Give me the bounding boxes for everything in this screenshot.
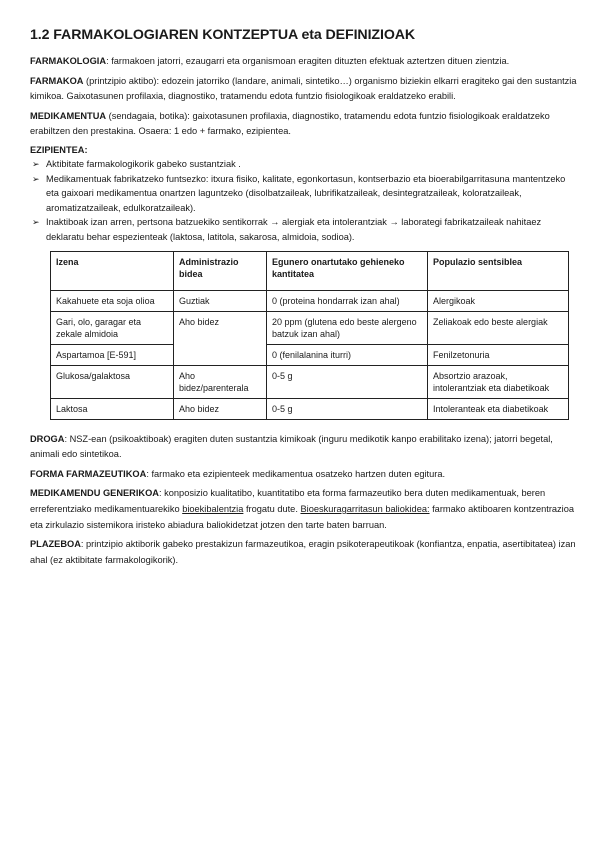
- table-cell: Aspartamoa [E-591]: [51, 344, 174, 365]
- heading-text: EZIPIENTEA: [30, 144, 85, 155]
- definition-medikamendu-generikoa: [30, 486, 578, 533]
- excipient-bullet-list: [30, 157, 578, 245]
- table-cell: Intoleranteak eta diabetikoak: [428, 398, 569, 419]
- table-cell: Absortzio arazoak, intolerantziak eta diabetikoak: [428, 365, 569, 398]
- list-item: [30, 215, 578, 244]
- table-cell: 20 ppm (glutena edo beste alergeno batzuk izan ahal): [267, 311, 428, 344]
- table-cell: Guztiak: [174, 290, 267, 311]
- definition-text: farmako aktiboaren kontzentrazioa eta zirkulazio sistemikora iristeko abiadura baliokidetzat jotzen den tarte baten barruan.: [30, 503, 575, 530]
- term: MEDIKAMENDU GENERIKOA: [30, 488, 159, 499]
- page-title: 1.2 FARMAKOLOGIAREN KONTZEPTUA eta DEFINIZIOAK: [30, 27, 416, 43]
- list-item: [30, 157, 578, 172]
- definition-text: : konposizio kualitatibo, kuantitatibo eta forma farmazeutiko bera duten medikamentuak, beren erreferentziako medikamentuarekiko: [30, 488, 546, 514]
- table-cell: Laktosa: [51, 398, 174, 419]
- underlined-term: bioekibalentzia: [182, 503, 244, 514]
- table-cell: 0 (proteina hondarrak izan ahal): [267, 290, 428, 311]
- list-item: [30, 172, 578, 216]
- definition-farmakoa: [30, 74, 578, 105]
- definition-forma-farmazeutikoa: [30, 467, 578, 483]
- table-row: [51, 311, 569, 344]
- table-cell: Aho bidez: [174, 311, 267, 365]
- table-cell: Fenilzetonuria: [428, 344, 569, 365]
- definitions-after-table: [30, 432, 578, 569]
- document-page: [30, 27, 578, 572]
- definition-text: : printzipio aktiborik gabeko prestakizun farmazeutikoa, eragin psikoterapeutikoak (konfiantza, enpatia, asertibitatea) izan ahal (ez aktibitate farmakologikorik).: [30, 539, 576, 565]
- table-row: [51, 398, 569, 419]
- term: FARMAKOA: [30, 75, 84, 86]
- definition-farmakologia: [30, 54, 578, 70]
- definition-text: : farmakoen jatorri, ezaugarri eta organismoan eragiten dituzten efektuak aztertzen dituen zientzia.: [106, 56, 510, 66]
- table-cell: Gari, olo, garagar eta zekale almidoia: [51, 311, 174, 344]
- definition-text: frogatu dute.: [243, 503, 301, 514]
- list-item-text: Medikamentuak fabrikatzeko funtsezko: itxura fisiko, kalitate, egonkortasun, kontserbazio eta bioerabilgarritasuna mantentzeko eta gaixoari medikamentua onartzen laguntzeko (disolbatzaileak, lubrifikatzaileak, desintegratzaileak, koloratzaileak, aromatizatzaileak, edulkoratzaileak).: [46, 173, 566, 213]
- table-cell: 0-5 g: [267, 365, 428, 398]
- table-cell: 0-5 g: [267, 398, 428, 419]
- table-cell: Alergikoak: [428, 290, 569, 311]
- term: MEDIKAMENTUA: [30, 110, 107, 121]
- column-header: Populazio sentsiblea: [428, 251, 569, 290]
- definition-plazeboa: [30, 537, 578, 568]
- arrow-bullet-icon: ➢: [32, 173, 40, 184]
- term: FARMAKOLOGIA: [30, 56, 107, 66]
- term: DROGA: [30, 433, 65, 444]
- list-item-text: Inaktiboak izan arren, pertsona batzuekiko sentikorrak → alergiak eta intolerantziak → laborategi fabrikatzaileak nahitaez deklaratu behar espezienteak (laktosa, latitola, sakarosa, almidoia, sodioa).: [46, 217, 542, 242]
- underlined-term: Bioeskuragarritasun baliokidea:: [300, 503, 430, 514]
- table-cell: Zeliakoak edo beste alergiak: [428, 311, 569, 344]
- table-cell: Glukosa/galaktosa: [51, 365, 174, 398]
- heading-suffix: :: [84, 144, 88, 155]
- list-item-text: Aktibitate farmakologikorik gabeko sustantziak .: [46, 158, 241, 169]
- arrow-bullet-icon: ➢: [32, 217, 40, 228]
- table-row: [51, 365, 569, 398]
- table-row: [51, 344, 569, 365]
- column-header: Egunero onartutako gehieneko kantitatea: [267, 251, 428, 290]
- term: PLAZEBOA: [30, 539, 81, 550]
- term: FORMA FARMAZEUTIKOA: [30, 468, 147, 479]
- table-cell: Kakahuete eta soja olioa: [51, 290, 174, 311]
- column-header: Izena: [51, 251, 174, 290]
- table-cell: Aho bidez: [174, 398, 267, 419]
- arrow-bullet-icon: ➢: [32, 158, 40, 169]
- definition-droga: [30, 432, 578, 463]
- definition-text: : NSZ-ean (psikoaktiboak) eragiten duten sustantzia kimikoak (inguru medikotik kanpo erabilitako izena); jatorri begetal, animali edo sintetikoa.: [30, 433, 553, 460]
- table-cell: 0 (fenilalanina iturri): [267, 344, 428, 365]
- table-row: [51, 290, 569, 311]
- column-header: Administrazio bidea: [174, 251, 267, 290]
- definition-text: (printzipio aktibo): edozein jatorriko (landare, animali, sintetiko…) organismo biziekin elkarri eragiteko gai den sustantzia kimikoa. Gaixotasunen profilaxia, diagnostiko, tratamendu edota funtzio fisiologikoak eraldatzeko erabili.: [30, 75, 577, 102]
- table-header-row: [51, 251, 569, 290]
- definition-medikamentua: [30, 109, 578, 140]
- table-cell: Aho bidez/parenterala: [174, 365, 267, 398]
- section-heading-ezipientea: [30, 144, 578, 157]
- definition-text: (sendagaia, botika): gaixotasunen profilaxia, diagnostiko, tratamendu edota funtzio fisiologikoak eraldatzeko erabiltzen den prestakina. Osaera: 1 edo + farmako, ezipientea.: [30, 110, 550, 137]
- excipient-table: [50, 251, 569, 420]
- definition-text: : farmako eta ezipienteek medikamentua osatzeko hartzen duten egitura.: [146, 468, 446, 479]
